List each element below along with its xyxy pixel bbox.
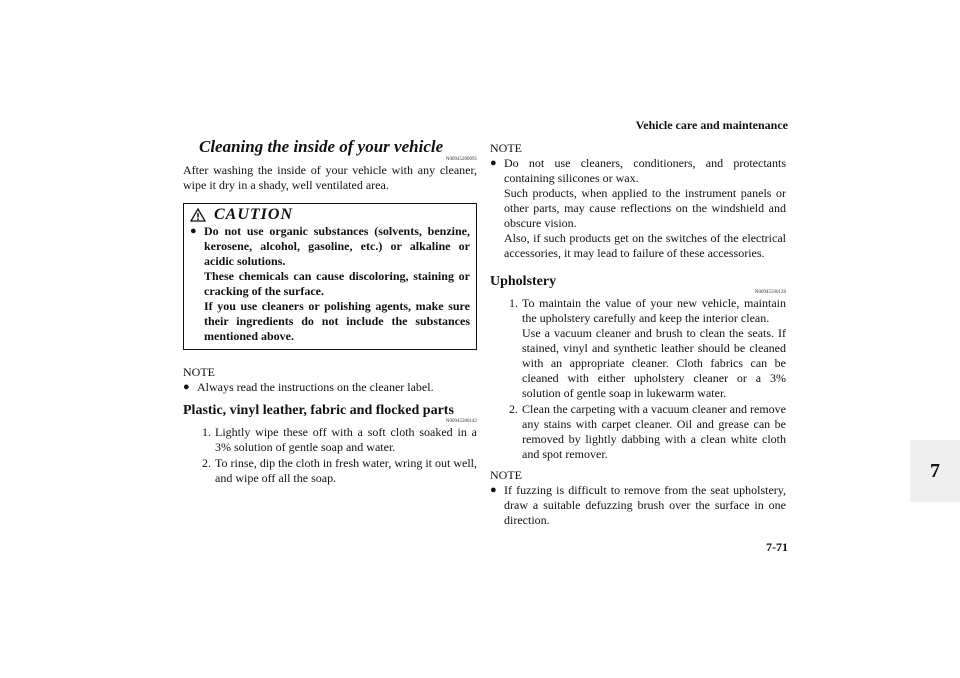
step-number: 1. <box>509 296 518 310</box>
page-title: Cleaning the inside of your vehicle <box>199 137 444 156</box>
intro-paragraph: After washing the inside of your vehicle with any cleaner, wipe it dry in a shady, well ventilated area. <box>183 163 477 192</box>
section-heading-plastic: Plastic, vinyl leather, fabric and flocked parts <box>183 403 454 418</box>
right-column <box>490 141 786 528</box>
chapter-tab-number: 7 <box>930 459 940 482</box>
caution-header <box>190 207 470 222</box>
list-item <box>490 296 786 401</box>
step-number: 2. <box>202 456 211 470</box>
step-text: To rinse, dip the cloth in fresh water, wring it out well, and wipe off all the soap. <box>215 456 477 485</box>
step-text: Clean the carpeting with a vacuum cleaner and remove any stains with carpet cleaner. Oil and grease can be removed by lightly dabbing with a clean white cloth and spot remover. <box>522 402 786 461</box>
caution-box <box>183 203 477 350</box>
bullet-icon: ● <box>183 381 190 393</box>
step-number: 2. <box>509 402 518 416</box>
page-number: 7-71 <box>766 540 788 554</box>
section-code: N00945300142 <box>445 419 477 424</box>
caution-item <box>190 224 470 344</box>
warning-triangle-icon <box>190 208 206 222</box>
running-header: Vehicle care and maintenance <box>635 118 788 132</box>
list-item <box>490 402 786 462</box>
list-item <box>183 425 477 455</box>
note-item <box>490 483 786 528</box>
note-text: Always read the instructions on the cleaner label. <box>197 380 434 394</box>
note-label: NOTE <box>490 141 522 155</box>
chapter-tab <box>910 440 960 502</box>
bullet-icon: ● <box>490 157 497 169</box>
step-text: Lightly wipe these off with a soft cloth soaked in a 3% solution of gentle soap and water. <box>215 425 477 454</box>
caution-text: Do not use organic substances (solvents, benzine, kerosene, alcohol, gasoline, etc.) or alkaline or acidic solutions. These chemicals can cause discoloring, staining or cracking of the surface. If you use cleaners or polishing agents, make sure their ingredients do not include the substances mentioned above. <box>204 224 470 343</box>
list-item <box>183 456 477 486</box>
section-code: N00945500128 <box>754 290 786 295</box>
section-heading-upholstery: Upholstery <box>490 274 557 289</box>
steps-list <box>490 296 786 462</box>
bullet-icon: ● <box>190 225 197 237</box>
bullet-icon: ● <box>490 484 497 496</box>
note-item <box>490 156 786 261</box>
note-label: NOTE <box>183 365 215 379</box>
step-number: 1. <box>202 425 211 439</box>
caution-heading: CAUTION <box>214 206 294 223</box>
note-item <box>183 380 477 395</box>
note-label: NOTE <box>490 468 522 482</box>
left-column <box>183 137 477 487</box>
title-code: N00945200095 <box>445 157 477 162</box>
step-text: To maintain the value of your new vehicle, maintain the upholstery carefully and keep the interior clean. Use a vacuum cleaner and brush to clean the seats. If stained, vinyl and synthetic leather should be cleaned with an appropriate cleaner. Cloth fabrics can be cleaned with either upholstery cleaner or a 3% solution of gentle soap in lukewarm water. <box>522 296 786 400</box>
note-text: If fuzzing is difficult to remove from the seat upholstery, draw a suitable defuzzing brush over the surface in one direction. <box>504 483 786 527</box>
note-text: Do not use cleaners, conditioners, and protectants containing silicones or wax. Such products, when applied to the instrument panels or other parts, may cause reflections on the windshield and obscure vision. Also, if such products get on the switches of the electrical accessories, it may lead to failure of these accessories. <box>504 156 786 260</box>
steps-list <box>183 425 477 486</box>
